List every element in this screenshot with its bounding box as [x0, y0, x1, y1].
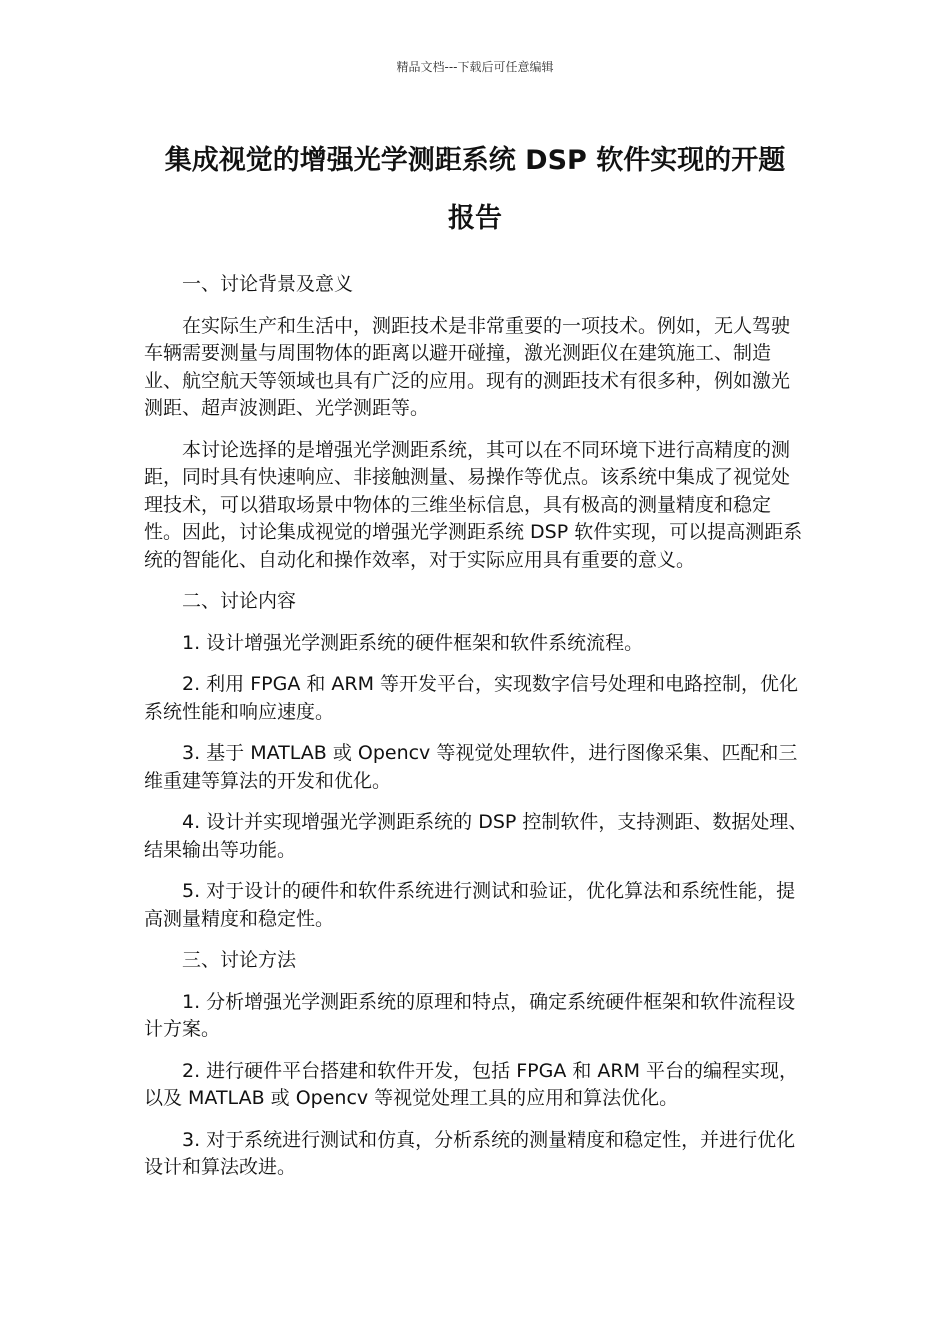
section-heading-method: 三、讨论方法	[182, 949, 297, 971]
list-item: 1. 分析增强光学测距系统的原理和特点，确定系统硬件框架和软件流程设计方案。	[144, 990, 796, 1040]
title-line-2: 报告	[448, 203, 502, 234]
list-item: 5. 对于设计的硬件和软件系统进行测试和验证，优化算法和系统性能，提高测量精度和稳定性。	[144, 880, 796, 930]
list-item: 3. 对于系统进行测试和仿真，分析系统的测量精度和稳定性，并进行优化设计和算法改进。	[144, 1128, 796, 1178]
list-item: 2. 进行硬件平台搭建和软件开发，包括 FPGA 和 ARM 平台的编程实现，以及 MATLAB 或 Opencv 等视觉处理工具的应用和算法优化。	[144, 1059, 799, 1109]
title-line-1: 集成视觉的增强光学测距系统 DSP 软件实现的开题	[164, 145, 786, 176]
header-note: 精品文档---下载后可任意编辑	[396, 60, 554, 74]
list-item: 2. 利用 FPGA 和 ARM 等开发平台，实现数字信号处理和电路控制，优化系统性能和响应速度。	[144, 673, 799, 723]
document-title	[120, 132, 830, 248]
paragraph: 在实际生产和生活中，测距技术是非常重要的一项技术。例如，无人驾驶车辆需要测量与周围物体的距离以避开碰撞，激光测距仪在建筑施工、制造业、航空航天等领域也具有广泛的应用。现有的测距技术有很多种，例如激光测距、超声波测距、光学测距等。	[144, 314, 791, 419]
list-item: 4. 设计并实现增强光学测距系统的 DSP 控制软件，支持测距、数据处理、结果输出等功能。	[144, 811, 808, 861]
document-body	[144, 271, 808, 1196]
paragraph: 本讨论选择的是增强光学测距系统，其可以在不同环境下进行高精度的测距，同时具有快速响应、非接触测量、易操作等优点。该系统中集成了视觉处理技术，可以猎取场景中物体的三维坐标信息，具有极高的测量精度和稳定性。因此，讨论集成视觉的增强光学测距系统 DSP 软件实现，可以提高测距系统的智能化、自动化和操作效率，对于实际应用具有重要的意义。	[144, 438, 803, 571]
section-heading-content: 二、讨论内容	[182, 590, 297, 612]
section-heading-background: 一、讨论背景及意义	[182, 273, 354, 295]
list-item: 3. 基于 MATLAB 或 Opencv 等视觉处理软件，进行图像采集、匹配和三维重建等算法的开发和优化。	[144, 742, 798, 792]
list-item: 1. 设计增强光学测距系统的硬件框架和软件系统流程。	[182, 631, 644, 654]
